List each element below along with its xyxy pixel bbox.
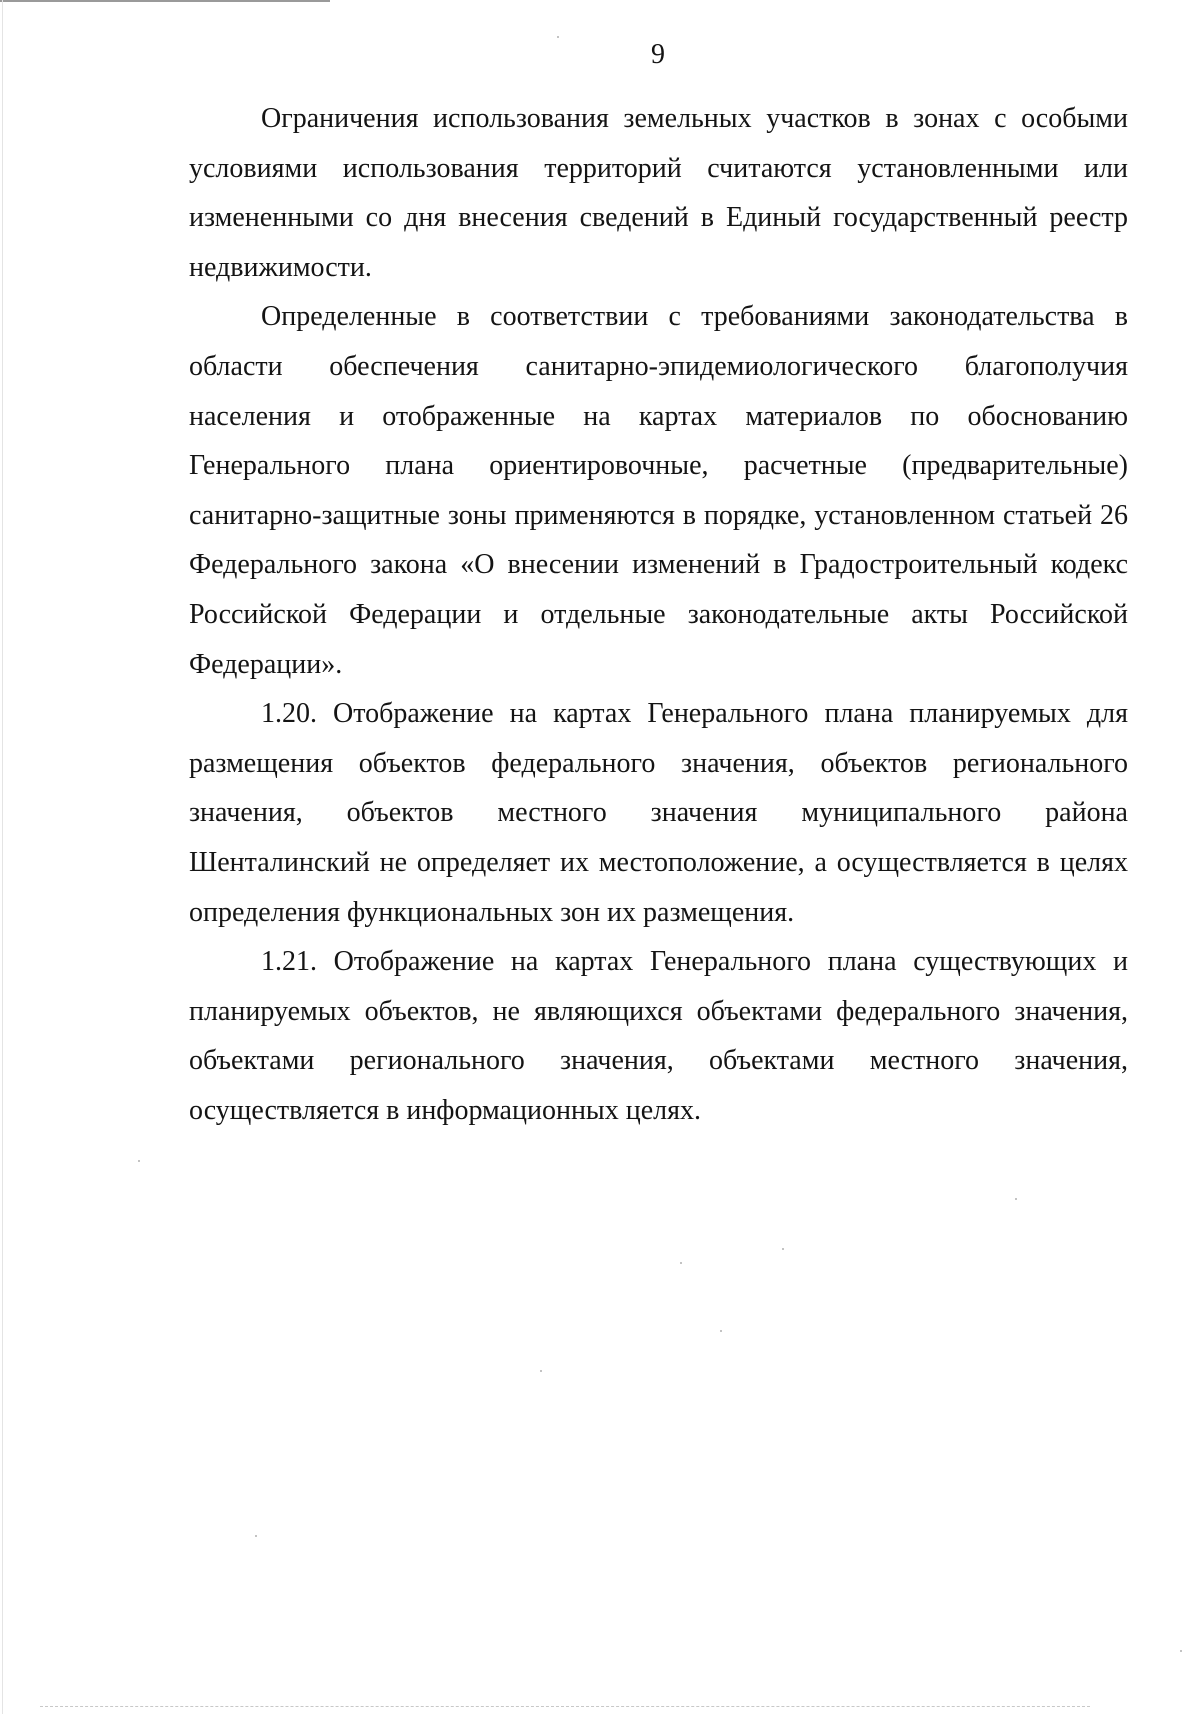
paragraph-sanitary-zones: Определенные в соответствии с требованиями законодательства в области обеспечения санитарно-эпидемиологического благополучия населения и отображенные на картах материалов по обоснованию Генерального плана ориентировочные, расчетные (предварительные) санитарно-защитные зоны применяются в порядке, установленном статьей 26 Федерального закона «О внесении изменений в Градостроительный кодекс Российской Федерации и отдельные законодательные акты Российской Федерации». <box>189 301 1128 680</box>
scan-speck <box>255 1535 257 1537</box>
paragraph-1-21: 1.21. Отображение на картах Генерального плана существующих и планируемых объектов, не являющихся объектами федерального значения, объектами регионального значения, объектами местного значения, осуществляется в информационных целях. <box>189 946 1128 1126</box>
scan-speck <box>557 36 559 38</box>
scan-speck <box>138 1160 140 1162</box>
scan-edge-bottom <box>40 1706 1090 1708</box>
paragraph-zone-restrictions: Ограничения использования земельных участков в зонах с особыми условиями использования территорий считаются установленными или измененными со дня внесения сведений в Единый государственный реестр недвижимости. <box>189 103 1128 283</box>
scan-speck <box>540 1370 542 1372</box>
document-body <box>189 94 1128 1135</box>
scan-edge-top <box>0 0 330 2</box>
page-number: 9 <box>651 39 665 70</box>
scan-edge-left <box>2 0 3 1714</box>
scan-speck <box>782 1248 784 1250</box>
scan-speck <box>1180 1650 1182 1652</box>
scan-speck <box>1015 1198 1017 1200</box>
scan-speck <box>680 1262 682 1264</box>
paragraph-1-20: 1.20. Отображение на картах Генерального плана планируемых для размещения объектов федерального значения, объектов регионального значения, объектов местного значения муниципального района Шенталинский не определяет их местоположение, а осуществляется в целях определения функциональных зон их размещения. <box>189 698 1128 928</box>
scan-speck <box>720 1330 722 1332</box>
